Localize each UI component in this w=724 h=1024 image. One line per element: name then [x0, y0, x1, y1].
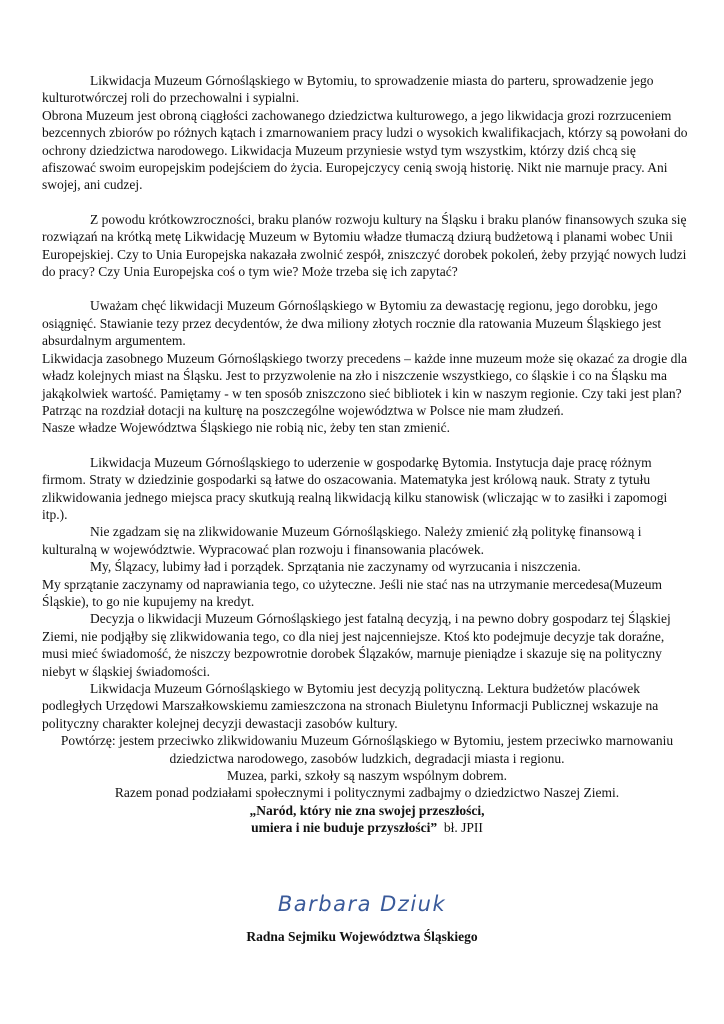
paragraph-common-good: Muzea, parki, szkoły są naszym wspólnym dobrem.: [226, 768, 508, 784]
quote-line-2-text: umiera i nie buduje przyszłości”: [251, 820, 438, 836]
paragraph-fatal-decision: Decyzja o likwidacji Muzeum Górnośląskiego jest fatalną decyzją, i na pewno dobry gospodarz tej Śląskiej Ziemi, nie podjąłby się zlikwidowania tego, co dla niej jest najcenniejsze. Ktoś kto podejmuje decyzje tak doraźne, musi mieć świadomość, że niszczy bezpowrotnie dorobek Ślązaków, marnuje pieniądze i skazuje się na polityczny niebyt w śląskiej świadomości.: [42, 611, 671, 679]
signer-title: Radna Sejmiku Województwa Śląskiego: [246, 929, 478, 944]
signature: Barbara Dziuk: [277, 892, 447, 916]
quote-line-2: [42, 819, 692, 836]
paragraph-museum-liquidation: Likwidacja Muzeum Górnośląskiego w Bytomiu, to sprowadzenie miasta do parteru, sprowadzenie jego kulturotwórczej roli do przechowalni i sypialni.: [42, 73, 654, 106]
paragraph-shortsightedness: Z powodu krótkowzroczności, braku planów rozwoju kultury na Śląsku i braku planów finansowych szuka się rozwiązań na krótką metę Likwidację Muzeum w Bytomiu władze tłumaczą dziurą budżetową i planami wobec Unii Europejskiej. Czy to Unia Europejska nakazała zwolnić zespół, zniszczyć dorobek pokoleń, żeby przyjąć nowych ludzi do pracy? Czy Unia Europejska coś o tym wie? Może trzeba się ich zapytać?: [42, 211, 687, 280]
paragraph-disagreement: Nie zgadzam się na zlikwidowanie Muzeum Górnośląskiego. Należy zmienić złą politykę finansową i kulturalną w województwie. Wypracować plan rozwoju i finansowania placówek.: [42, 524, 642, 557]
paragraph-authorities: Nasze władze Województwa Śląskiego nie robią nic, żeby ten stan zmienić.: [42, 420, 451, 436]
paragraph-precedent: Likwidacja zasobnego Muzeum Górnośląskiego tworzy precedens – każde inne muzeum może się okazać za drogie dla władz kolejnych miast na Śląsku. Jest to przyzwolenie na zło i niszczenie wszystkiego, co śląskie i co na Śląsku ma jakąkolwiek wartość. Pamiętamy - w ten sposób zniszczono sieć bibliotek i kin w naszym regionie. Czy taki jest plan? Patrząc na rozdział dotacji na kulturę na poszczególne województwa w Polsce nie mam złudzeń.: [42, 350, 688, 418]
paragraph-defense: Obrona Muzeum jest obroną ciągłości zachowanego dziedzictwa kulturowego, a jego likwidacja grozi rozrzuceniem bezcennych zbiorów po różnych kątach i zmarnowaniem pracy ludzi o wysokich kwalifikacjach, którzy są powołani do ochrony dziedzictwa narodowego. Likwidacja Muzeum przyniesie wstyd tym wszystkim, którzy dziś chcą się afiszować swoim europejskim podejściem do życia. Europejczycy cenią swoją historię. Nikt nie marnuje pracy. Ani swojej, ani cudzej.: [42, 107, 688, 193]
paragraph-political-decision: Likwidacja Muzeum Górnośląskiego w Bytomiu jest decyzją polityczną. Lektura budżetów placówek podległych Urzędowi Marszałkowskiemu zamieszczona na stronach Biuletynu Informacji Publicznej wskazuje na polityczny charakter kolejnej decyzji dewastacji zasobów kultury.: [42, 681, 659, 731]
paragraph-economy: Likwidacja Muzeum Górnośląskiego to uderzenie w gospodarkę Bytomia. Instytucja daje pracę różnym firmom. Straty w dziedzinie gospodarki są łatwe do oszacowania. Matematyka jest królową nauk. Straty z tytułu zlikwidowania jednego miejsca pracy skutkują realną likwidacją kilku stanowisk (wliczając w to zasiłki i zapomogi itp.).: [42, 454, 668, 522]
paragraph-order: My, Ślązacy, lubimy ład i porządek. Sprzątania nie zaczynamy od wyrzucania i niszczenia.: [90, 559, 581, 575]
quote-attribution: bł. JPII: [443, 820, 483, 836]
paragraph-mercedes: My sprzątanie zaczynamy od naprawiania tego, co użyteczne. Jeśli nie stać nas na utrzymanie mercedesa(Muzeum Śląskie), to go nie kupujemy na kredyt.: [42, 576, 662, 609]
letter-body: [42, 72, 692, 837]
paragraph-repeat: Powtórzę: jestem przeciwko zlikwidowaniu Muzeum Górnośląskiego w Bytomiu, jestem przeciwko marnowaniu dziedzictwa narodowego, zasobów ludzkich, degradacji miasta i regionu.: [60, 733, 674, 766]
paragraph-together: Razem ponad podziałami społecznymi i politycznymi zadbajmy o dziedzictwo Naszej Ziemi.: [114, 785, 620, 801]
quote-line-1: „Naród, który nie zna swojej przeszłości,: [249, 802, 485, 818]
paragraph-devastation: Uważam chęć likwidacji Muzeum Górnośląskiego w Bytomiu za dewastację regionu, jego dorobku, jego osiągnięć. Stawianie tezy przez decydentów, że dwa miliony złotych rocznie dla ratowania Muzeum Śląskiego jest absurdalnym argumentem.: [42, 298, 662, 349]
